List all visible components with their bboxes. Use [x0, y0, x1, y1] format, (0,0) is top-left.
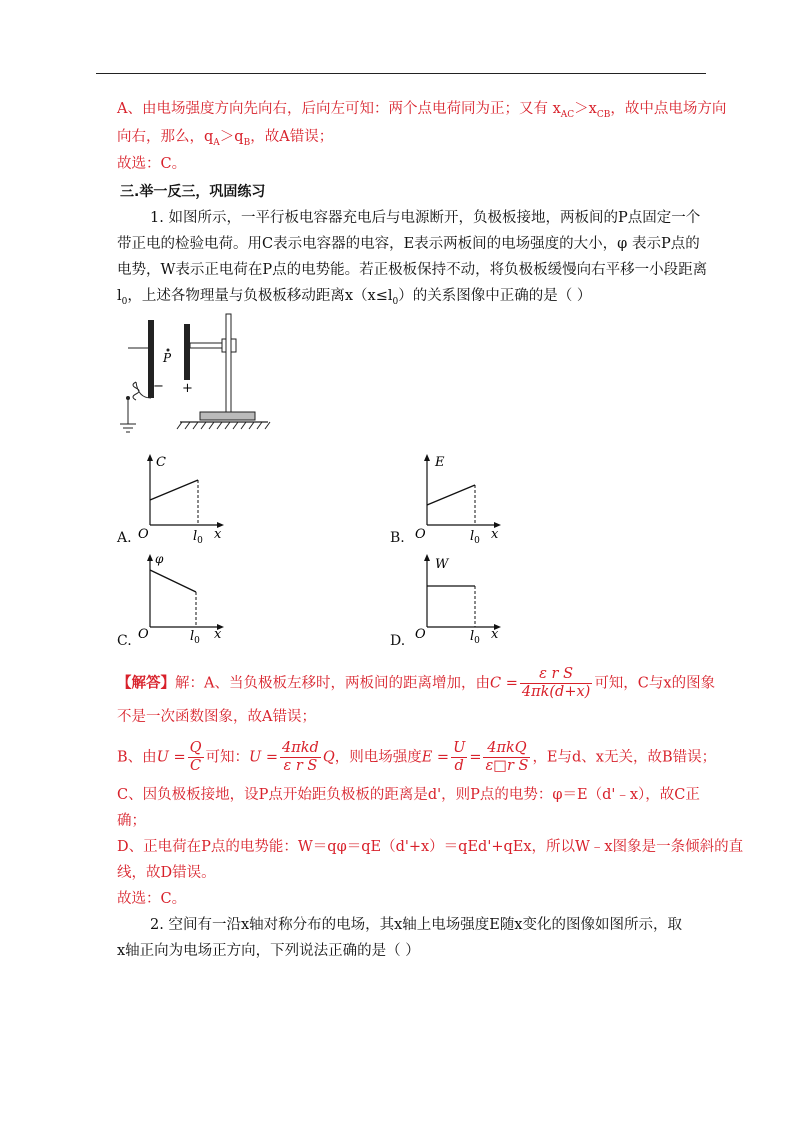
option-a-y-arrow [147, 454, 153, 461]
header-rule [96, 73, 706, 74]
table-hatch [177, 422, 270, 429]
option-b-curve [427, 485, 475, 505]
solution-a-line-2: 不是一次函数图象，故A错误； [117, 709, 316, 725]
q1-line-4: $l_0$，上述各物理量与负极板移动距离$x(x\le l_0)$的关系图像中正确的是（ ） [117, 288, 592, 307]
solution-b-line: B、由U = $\frac{Q}{C}$ 可知：U = $\frac{\text{4πkd}}{\text{ε r S}}$ Q，则电场强度E = $\frac{U}{d}$ = $\frac{\text{4πkQ}}{\text{ε□r S}}$ ，E与d、x无关，故B错误； [117, 740, 717, 774]
q1-line-3: 电势，W表示正电荷在P点的电势能。若正极板保持不动，将负极板缓慢向右平移一小段距离 [117, 262, 708, 278]
option-b-y-label: E [435, 455, 445, 470]
prev-solution-line-2: 向右，那么，$q_A>q_B$，故A错误； [117, 129, 334, 148]
option-b-origin: O [415, 527, 426, 542]
prev-solution-line-1: A、由电场强度方向先向右，后向左可知：两个点电荷同为正；又有 $x_{AC}>x_{CB}$，故中点电场方向 [117, 101, 727, 120]
option-b-y-arrow [424, 454, 430, 461]
option-c-l0: $l_0$ [190, 629, 200, 646]
q1-line-2: 带正电的检验电荷。用C表示电容器的电容，E表示两板间的电场强度的大小，φ 表示P点的 [117, 236, 700, 252]
option-a-label: A. [117, 530, 132, 546]
label-minus: − [153, 379, 164, 394]
stand-base [200, 412, 255, 420]
option-d-y-arrow [424, 554, 430, 561]
option-d-origin: O [415, 627, 426, 642]
solution-d-line-2: 线，故D错误。 [117, 865, 216, 881]
option-a-graph [138, 450, 228, 545]
option-d-y-label: W [435, 557, 449, 572]
option-a-curve [150, 480, 198, 500]
option-b-l0: $l_0$ [470, 529, 480, 546]
option-a-l0: $l_0$ [193, 529, 203, 546]
solution-answer: 故选：C。 [117, 891, 187, 907]
solution-tag: 【解答】 [117, 674, 175, 692]
option-a-y-label: C [156, 455, 166, 470]
option-b-label: B. [390, 530, 405, 546]
option-c-origin: O [138, 627, 149, 642]
option-c-curve [150, 570, 196, 592]
capacitor-apparatus-figure [118, 312, 278, 437]
solution-c-line-2: 确； [117, 813, 146, 829]
option-c-label: C. [117, 633, 132, 649]
option-c-graph [138, 550, 228, 645]
option-d-graph [415, 550, 505, 645]
option-d-l0: $l_0$ [470, 629, 480, 646]
option-c-y-arrow [147, 554, 153, 561]
section-title: 三.举一反三，巩固练习 [120, 184, 266, 200]
stand-pole [226, 314, 231, 412]
positive-plate [184, 324, 190, 380]
option-c-x-label: x [214, 627, 222, 642]
q2-line-1: 2. 空间有一沿x轴对称分布的电场，其x轴上电场强度E随x变化的图像如图所示，取 [150, 917, 683, 933]
option-d-x-label: x [491, 627, 499, 642]
option-a-x-label: x [214, 527, 222, 542]
q1-line-1: 1. 如图所示，一平行板电容器充电后与电源断开，负极板接地，两板间的P点固定一个 [150, 210, 701, 226]
solution-d-line-1: D、正电荷在P点的电势能：W＝qφ＝qE（d'+x）＝qEd'+qEx，所以W﹣x图象是一条倾斜的直 [117, 839, 744, 855]
solution-a-line-1: 【解答】解：A、当负极板左移时，两板间的距离增加，由C = $\frac{\text{ε r S}}{4\pi k(d+x)}$ 可知，C与x的图象 [117, 666, 716, 700]
solution-c-line-1: C、因负极板接地，设P点开始距负极板的距离是d'，则P点的电势：φ＝E（d'﹣x），故C正 [117, 787, 700, 803]
q2-line-2: x轴正向为电场正方向，下列说法正确的是（ ） [117, 943, 420, 959]
option-d-label: D. [390, 633, 406, 649]
label-plus: + [182, 381, 193, 396]
capacitance-fraction: $\frac{\text{ε r S}}{4\pi k(d+x)}$ [521, 666, 591, 700]
wire-node [126, 396, 130, 400]
option-c-y-label: φ [155, 552, 164, 566]
label-p: P [163, 351, 172, 365]
option-b-x-label: x [491, 527, 499, 542]
prev-answer: 故选：C。 [117, 156, 187, 172]
option-a-origin: O [138, 527, 149, 542]
option-b-graph [415, 450, 505, 545]
